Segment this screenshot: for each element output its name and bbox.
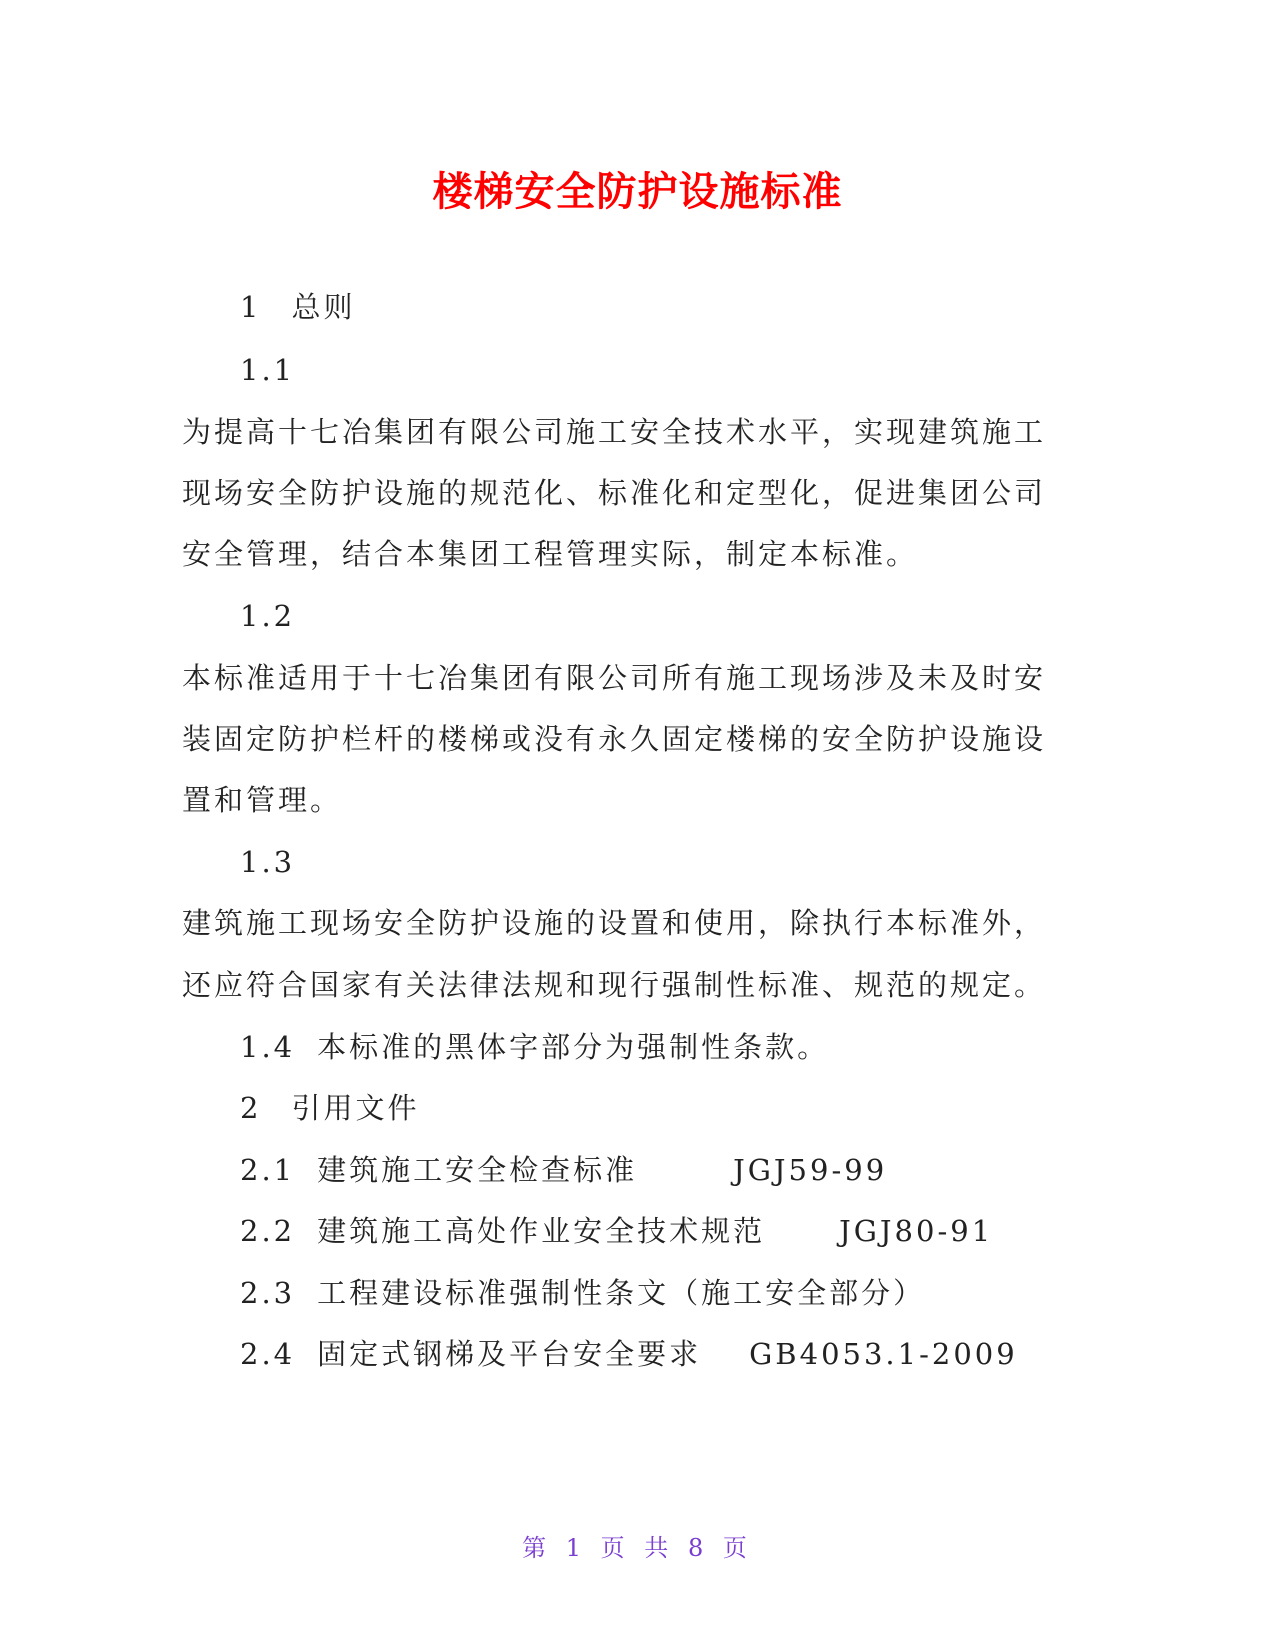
reference-name: 固定式钢梯及平台安全要求 <box>317 1337 702 1371</box>
reference-number: 2.1 <box>240 1153 296 1187</box>
clause-number: 1.4 <box>240 1030 296 1064</box>
reference-code: JGJ80-91 <box>839 1214 994 1248</box>
clause-1-2-line-1: 本标准适用于十七冶集团有限公司所有施工现场涉及未及时安 <box>182 661 1047 695</box>
page-footer: 第 1 页 共 8 页 <box>522 1534 753 1562</box>
page-title: 楼梯安全防护设施标准 <box>432 169 843 215</box>
clause-1-3-number: 1.3 <box>240 845 296 879</box>
reference-code: JGJ59-99 <box>733 1153 888 1187</box>
section-1-heading <box>240 287 355 327</box>
reference-number: 2.2 <box>240 1214 296 1248</box>
reference-name: 建筑施工高处作业安全技术规范 <box>317 1214 766 1248</box>
clause-1-2-line-2: 装固定防护栏杆的楼梯或没有永久固定楼梯的安全防护设施设 <box>182 722 1047 756</box>
reference-name: 工程建设标准强制性条文（施工安全部分） <box>317 1276 926 1310</box>
reference-number: 2.3 <box>240 1276 296 1310</box>
clause-1-1-line-3: 安全管理，结合本集团工程管理实际，制定本标准。 <box>182 537 919 571</box>
reference-number: 2.4 <box>240 1337 296 1371</box>
reference-item <box>240 1150 887 1190</box>
clause-1-2-line-3: 置和管理。 <box>182 783 343 817</box>
reference-item <box>240 1334 1018 1374</box>
section-title: 总则 <box>291 290 356 324</box>
section-2-heading <box>240 1088 419 1128</box>
section-number: 1 <box>240 290 262 324</box>
reference-code: GB4053.1-2009 <box>749 1337 1018 1371</box>
section-number: 2 <box>240 1091 262 1125</box>
clause-text: 本标准的黑体字部分为强制性条款。 <box>317 1030 830 1064</box>
section-title: 引用文件 <box>291 1091 420 1125</box>
reference-name: 建筑施工安全检查标准 <box>317 1153 638 1187</box>
clause-1-1-line-2: 现场安全防护设施的规范化、标准化和定型化，促进集团公司 <box>182 476 1047 510</box>
clause-1-3-line-1: 建筑施工现场安全防护设施的设置和使用，除执行本标准外， <box>182 906 1047 940</box>
reference-item <box>240 1211 993 1251</box>
clause-1-4 <box>240 1027 829 1067</box>
reference-item <box>240 1273 925 1313</box>
clause-1-1-line-1: 为提高十七冶集团有限公司施工安全技术水平，实现建筑施工 <box>182 415 1047 449</box>
clause-1-1-number: 1.1 <box>240 353 296 387</box>
clause-1-3-line-2: 还应符合国家有关法律法规和现行强制性标准、规范的规定。 <box>182 968 1047 1002</box>
clause-1-2-number: 1.2 <box>240 599 296 633</box>
